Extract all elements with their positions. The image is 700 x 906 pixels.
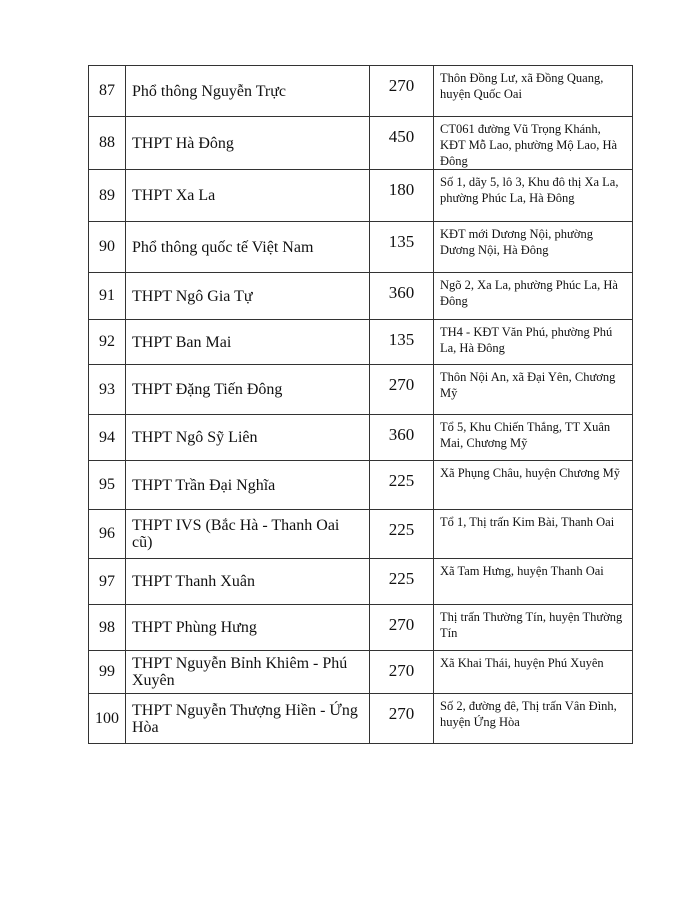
- row-number: 93: [89, 365, 126, 415]
- quota-value: 135: [370, 222, 434, 273]
- school-name: THPT Phùng Hưng: [126, 605, 370, 651]
- row-number: 99: [89, 651, 126, 694]
- school-address: CT061 đường Vũ Trọng Khánh, KĐT Mỗ Lao, phường Mộ Lao, Hà Đông: [434, 117, 633, 170]
- quota-value: 225: [370, 559, 434, 605]
- school-address: Thôn Nội An, xã Đại Yên, Chương Mỹ: [434, 365, 633, 415]
- school-name: Phổ thông quốc tế Việt Nam: [126, 222, 370, 273]
- quota-value: 270: [370, 605, 434, 651]
- quota-value: 270: [370, 651, 434, 694]
- school-address: Xã Tam Hưng, huyện Thanh Oai: [434, 559, 633, 605]
- quota-value: 225: [370, 510, 434, 559]
- school-name: THPT Đặng Tiến Đông: [126, 365, 370, 415]
- table-row: [89, 117, 633, 170]
- school-name: THPT Ngô Gia Tự: [126, 273, 370, 320]
- table-row: [89, 605, 633, 651]
- row-number: 95: [89, 461, 126, 510]
- school-address: Thị trấn Thường Tín, huyện Thường Tín: [434, 605, 633, 651]
- school-name: THPT IVS (Bắc Hà - Thanh Oai cũ): [126, 510, 370, 559]
- school-address: Xã Phụng Châu, huyện Chương Mỹ: [434, 461, 633, 510]
- school-address: Ngõ 2, Xa La, phường Phúc La, Hà Đông: [434, 273, 633, 320]
- school-address: Tổ 1, Thị trấn Kim Bài, Thanh Oai: [434, 510, 633, 559]
- school-name: Phổ thông Nguyễn Trực: [126, 66, 370, 117]
- row-number: 91: [89, 273, 126, 320]
- school-name: THPT Xa La: [126, 170, 370, 222]
- school-name: THPT Ngô Sỹ Liên: [126, 415, 370, 461]
- quota-value: 135: [370, 320, 434, 365]
- row-number: 96: [89, 510, 126, 559]
- quota-value: 270: [370, 365, 434, 415]
- school-address: TH4 - KĐT Văn Phú, phường Phú La, Hà Đông: [434, 320, 633, 365]
- school-name: THPT Nguyễn Bỉnh Khiêm - Phú Xuyên: [126, 651, 370, 694]
- quota-value: 360: [370, 415, 434, 461]
- row-number: 94: [89, 415, 126, 461]
- table-row: [89, 415, 633, 461]
- table-row: [89, 273, 633, 320]
- quota-value: 180: [370, 170, 434, 222]
- table-row: [89, 559, 633, 605]
- table-row: [89, 651, 633, 694]
- table-row: [89, 222, 633, 273]
- table-row: [89, 365, 633, 415]
- school-address: Số 2, đường đê, Thị trấn Vân Đình, huyện Ứng Hòa: [434, 694, 633, 744]
- school-address: Số 1, dãy 5, lô 3, Khu đô thị Xa La, phường Phúc La, Hà Đông: [434, 170, 633, 222]
- school-name: THPT Hà Đông: [126, 117, 370, 170]
- school-name: THPT Ban Mai: [126, 320, 370, 365]
- row-number: 87: [89, 66, 126, 117]
- quota-value: 270: [370, 694, 434, 744]
- table-row: [89, 461, 633, 510]
- school-name: THPT Trần Đại Nghĩa: [126, 461, 370, 510]
- quota-value: 270: [370, 66, 434, 117]
- quota-value: 360: [370, 273, 434, 320]
- schools-table: [88, 65, 633, 744]
- school-address: Tổ 5, Khu Chiến Thắng, TT Xuân Mai, Chương Mỹ: [434, 415, 633, 461]
- table-row: [89, 510, 633, 559]
- school-name: THPT Nguyễn Thượng Hiền - Ứng Hòa: [126, 694, 370, 744]
- row-number: 100: [89, 694, 126, 744]
- quota-value: 225: [370, 461, 434, 510]
- row-number: 98: [89, 605, 126, 651]
- row-number: 92: [89, 320, 126, 365]
- table-row: [89, 320, 633, 365]
- row-number: 97: [89, 559, 126, 605]
- row-number: 90: [89, 222, 126, 273]
- school-address: Xã Khai Thái, huyện Phú Xuyên: [434, 651, 633, 694]
- table-row: [89, 170, 633, 222]
- quota-value: 450: [370, 117, 434, 170]
- school-address: KĐT mới Dương Nội, phường Dương Nội, Hà Đông: [434, 222, 633, 273]
- school-address: Thôn Đồng Lư, xã Đồng Quang, huyện Quốc Oai: [434, 66, 633, 117]
- school-name: THPT Thanh Xuân: [126, 559, 370, 605]
- table-row: [89, 694, 633, 744]
- row-number: 89: [89, 170, 126, 222]
- row-number: 88: [89, 117, 126, 170]
- table-row: [89, 66, 633, 117]
